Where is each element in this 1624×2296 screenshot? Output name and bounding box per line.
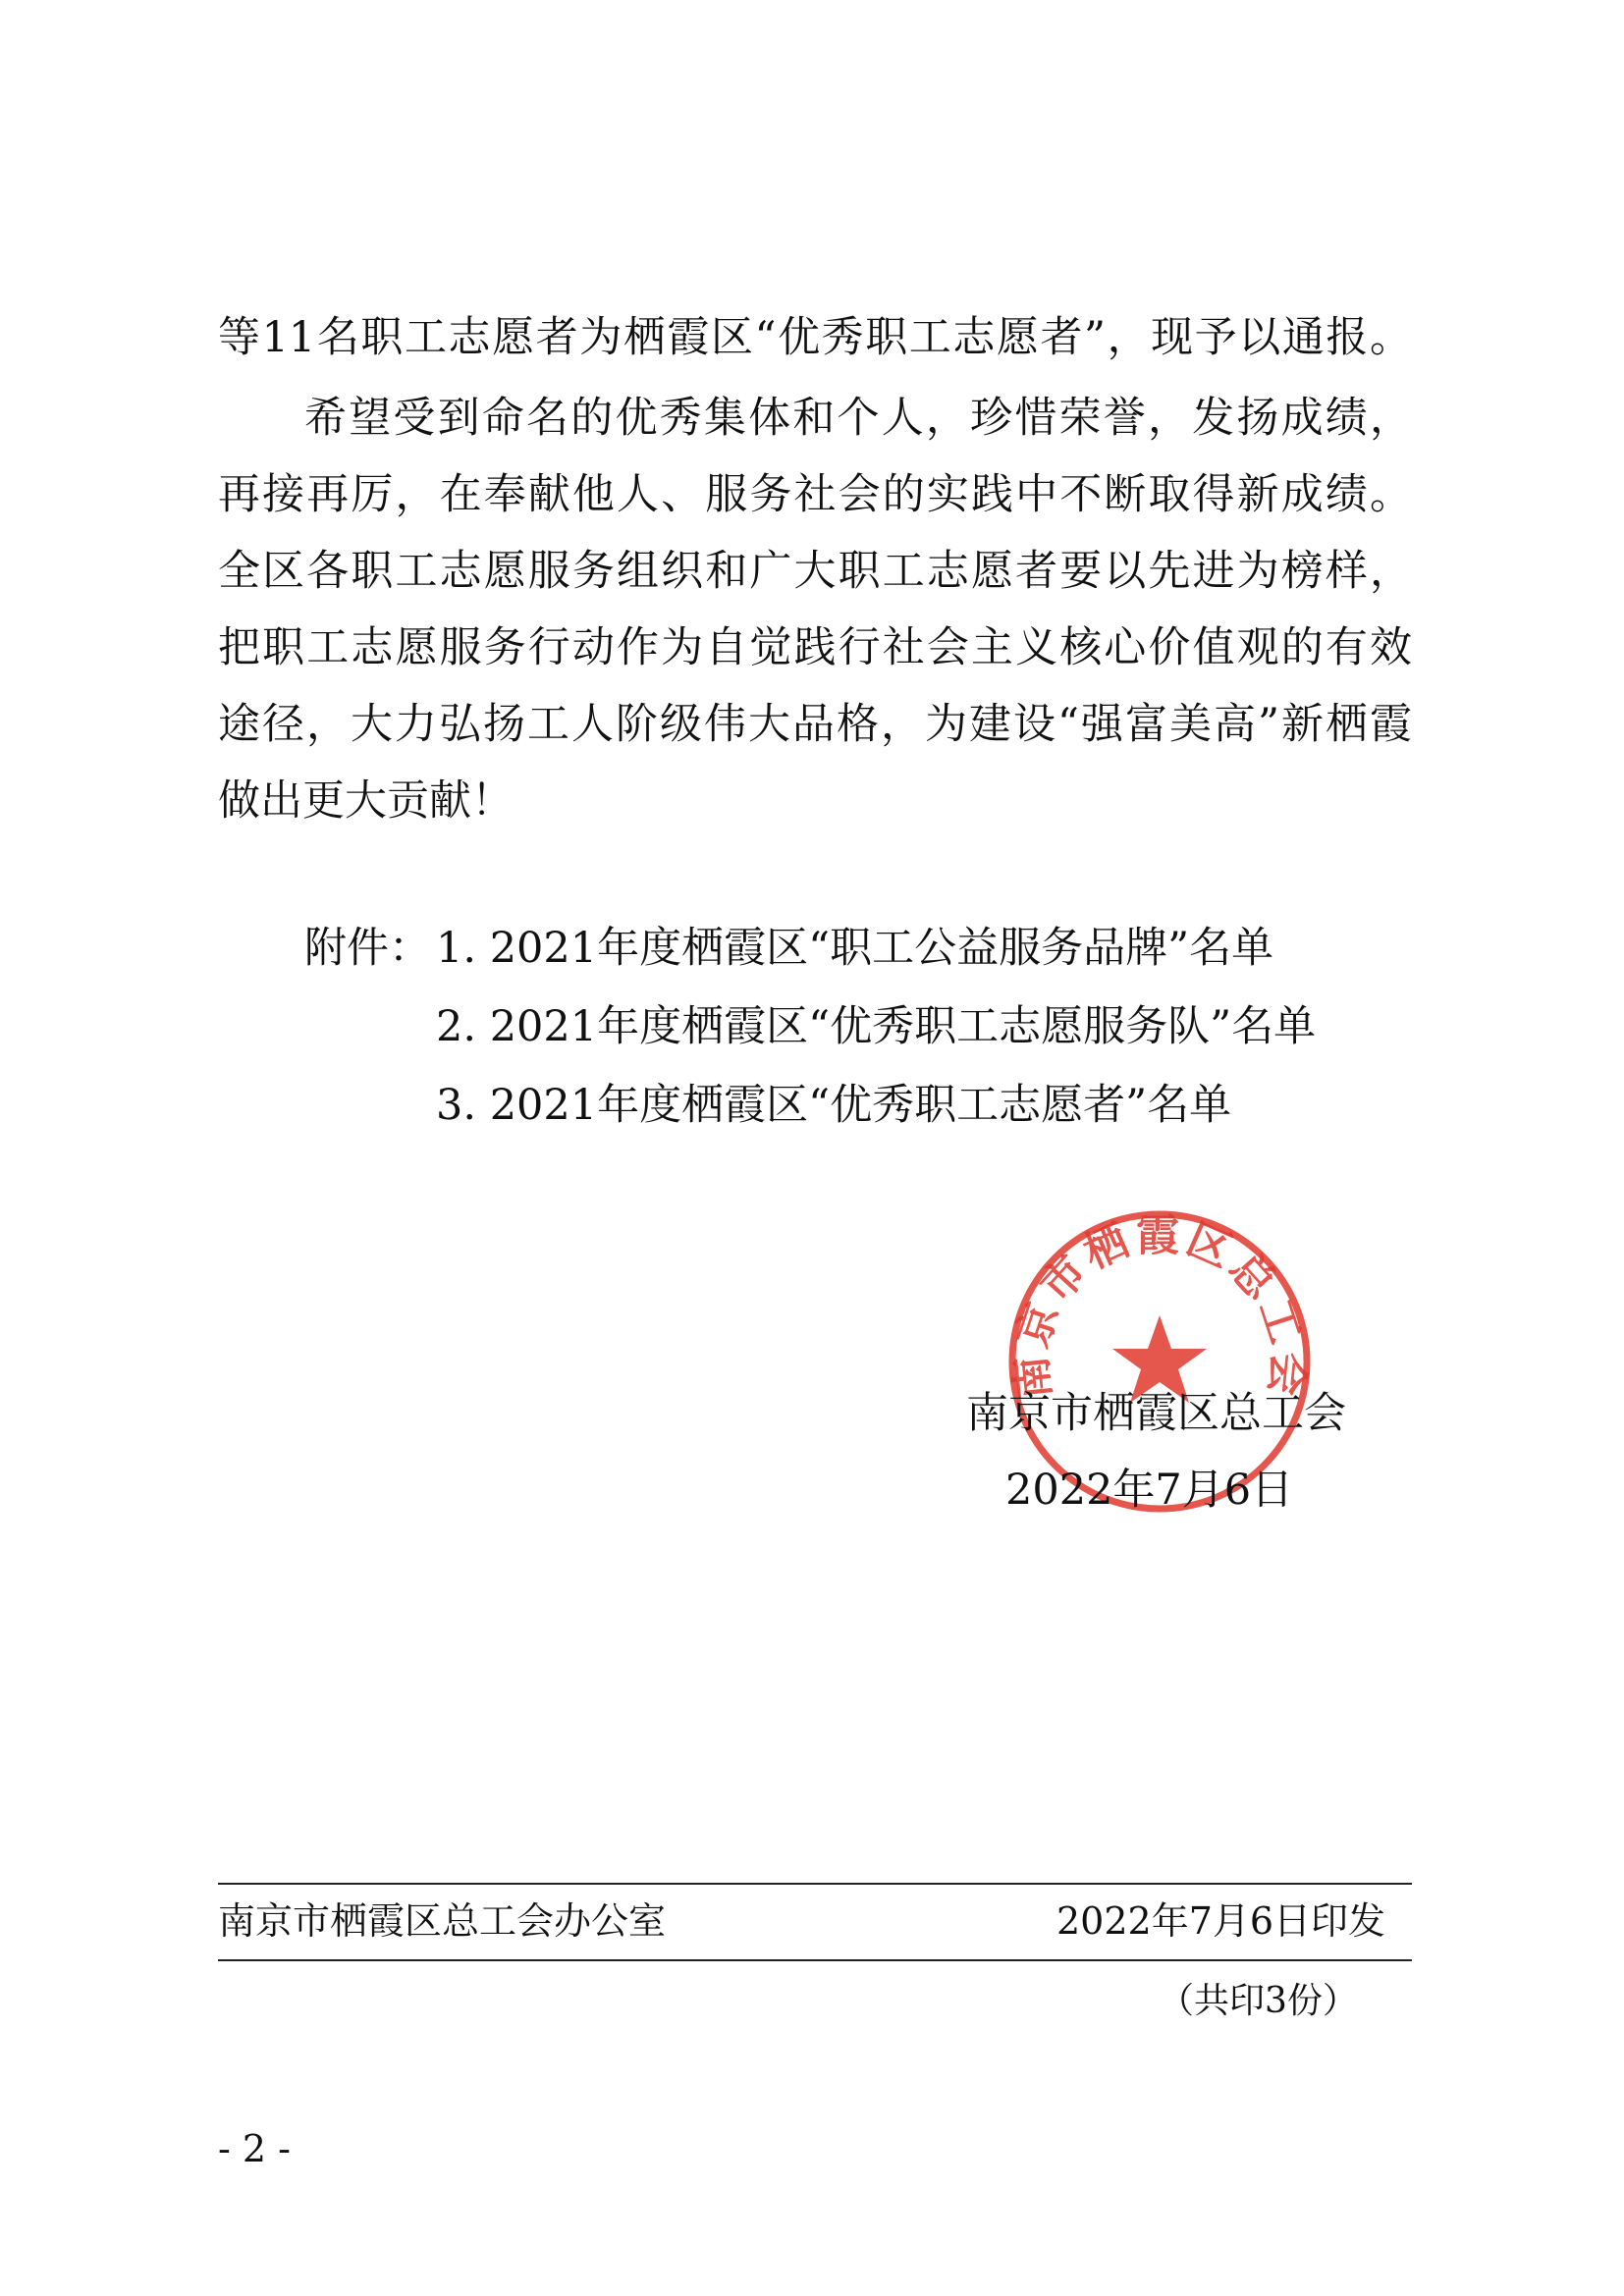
footer-bottom-rule xyxy=(218,1959,1412,1961)
attachments-label: 附件： xyxy=(304,924,431,973)
footer-issue-date: 2022年7月6日印发 xyxy=(1056,1899,1386,1943)
body-line-5: 把职工志愿服务行动作为自觉践行社会主义核心价值观的有效 xyxy=(218,623,1412,672)
page-number: - 2 - xyxy=(218,2127,292,2170)
footer-top-rule xyxy=(218,1883,1412,1885)
attachment-item-1: 1. 2021年度栖霞区“职工公益服务品牌”名单 xyxy=(436,924,1274,973)
footer-copies: （共印3份） xyxy=(1159,1981,1358,2021)
body-line-7: 做出更大贡献！ xyxy=(218,776,514,826)
body-line-1: 等11名职工志愿者为栖霞区“优秀职工志愿者”，现予以通报。 xyxy=(218,313,1412,362)
body-line-2: 希望受到命名的优秀集体和个人，珍惜荣誉，发扬成绩， xyxy=(304,394,1412,443)
body-line-4: 全区各职工志愿服务组织和广大职工志愿者要以先进为榜样， xyxy=(218,547,1412,596)
footer-issuer: 南京市栖霞区总工会办公室 xyxy=(218,1899,667,1943)
signature-organization: 南京市栖霞区总工会 xyxy=(966,1389,1346,1438)
seal-text: 南京市栖霞区总工会 xyxy=(1005,1210,1314,1402)
body-line-6: 途径，大力弘扬工人阶级伟大品格，为建设“强富美高”新栖霞 xyxy=(218,700,1412,749)
signature-date: 2022年7月6日 xyxy=(1005,1466,1294,1515)
body-line-3: 再接再厉，在奉献他人、服务社会的实践中不断取得新成绩。 xyxy=(218,470,1412,519)
attachment-item-2: 2. 2021年度栖霞区“优秀职工志愿服务队”名单 xyxy=(436,1002,1317,1051)
attachment-item-3: 3. 2021年度栖霞区“优秀职工志愿者”名单 xyxy=(436,1081,1232,1130)
